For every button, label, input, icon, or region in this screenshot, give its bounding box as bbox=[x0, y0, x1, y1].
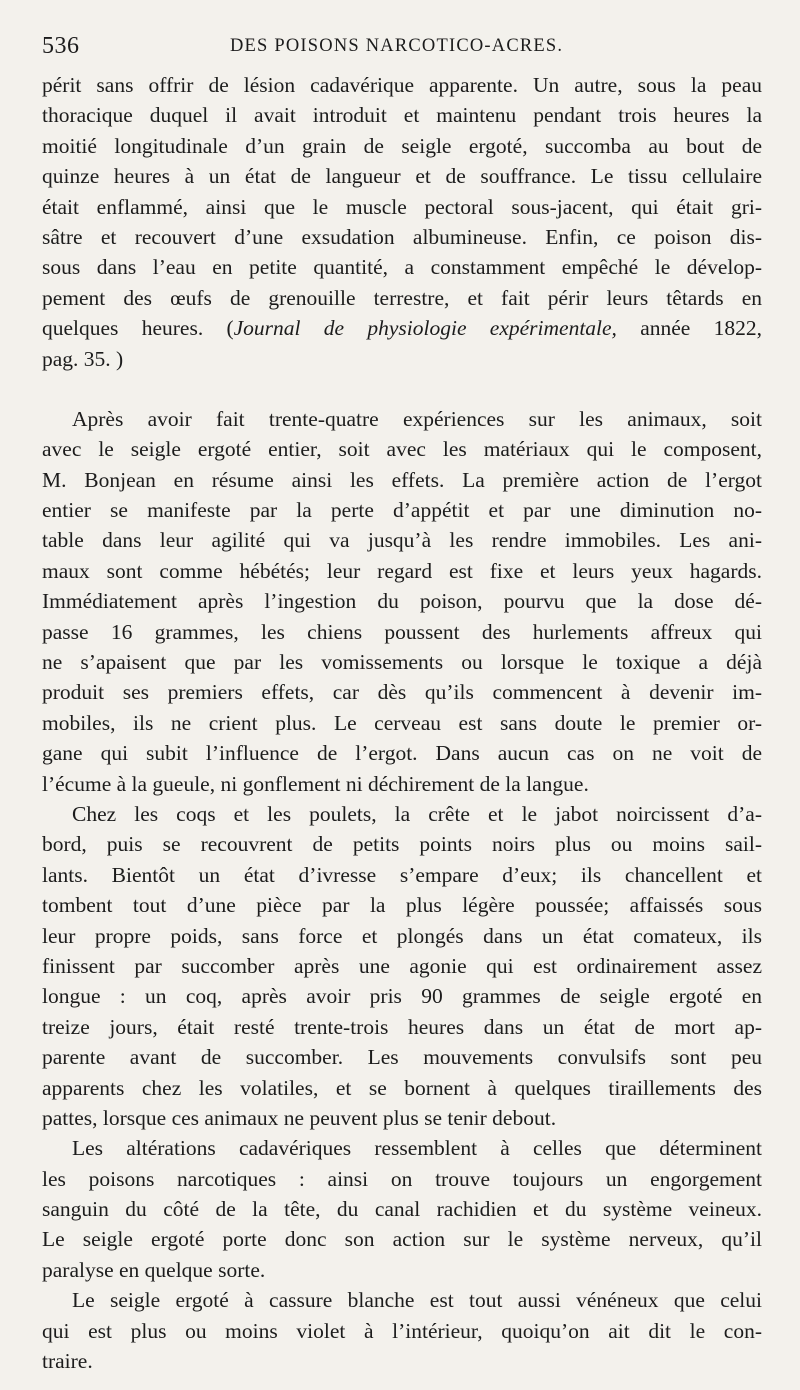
text-line: Immédiatement après l’ingestion du poison, pourvu que la dose dé- bbox=[42, 589, 762, 614]
text-line: pement des œufs de grenouille terrestre, et fait périr leurs têtards en bbox=[42, 285, 762, 310]
page-header bbox=[42, 33, 762, 63]
text-line: longue : un coq, après avoir pris 90 grammes de seigle ergoté en bbox=[42, 984, 762, 1009]
paragraph bbox=[42, 70, 762, 374]
text-line: finissent par succomber après une agonie qui est ordinairement assez bbox=[42, 953, 762, 978]
text-line: mobiles, ils ne crient plus. Le cerveau est sans doute le premier or- bbox=[42, 710, 762, 735]
text-line: moitié longitudinale d’un grain de seigle ergoté, succomba au bout de bbox=[42, 133, 762, 158]
text-line: M. Bonjean en résume ainsi les effets. La première action de l’ergot bbox=[42, 467, 762, 492]
text-line: table dans leur agilité qui va jusqu’à les rendre immobiles. Les ani- bbox=[42, 528, 762, 553]
text-line: quelques heures. (Journal de physiologie expérimentale, année 1822, bbox=[42, 316, 762, 341]
text-line: pattes, lorsque ces animaux ne peuvent plus se tenir debout. bbox=[42, 1105, 557, 1130]
text-line: tombent tout d’une pièce par la plus légère poussée; affaissés sous bbox=[42, 893, 762, 918]
text-line: pag. 35. ) bbox=[42, 346, 124, 371]
body-text bbox=[42, 70, 762, 1376]
text-line: Chez les coqs et les poulets, la crête et le jabot noircissent d’a- bbox=[72, 801, 762, 826]
text-line: paralyse en quelque sorte. bbox=[42, 1257, 266, 1282]
text-line: parente avant de succomber. Les mouvements convulsifs sont peu bbox=[42, 1045, 762, 1070]
text-line: Le seigle ergoté à cassure blanche est tout aussi vénéneux que celui bbox=[72, 1288, 762, 1313]
text-line: périt sans offrir de lésion cadavérique apparente. Un autre, sous la peau bbox=[42, 73, 762, 97]
text-line: produit ses premiers effets, car dès qu’ils commencent à devenir im- bbox=[42, 680, 762, 705]
text-line: Les altérations cadavériques ressemblent à celles que déterminent bbox=[72, 1136, 762, 1161]
paragraph bbox=[42, 404, 762, 799]
text-line: sâtre et recouvert d’une exsudation albumineuse. Enfin, ce poison dis- bbox=[42, 224, 762, 249]
paragraph-gap bbox=[42, 374, 762, 404]
text-line: les poisons narcotiques : ainsi on trouve toujours un engorgement bbox=[42, 1166, 762, 1191]
text-line: gane qui subit l’influence de l’ergot. Dans aucun cas on ne voit de bbox=[42, 741, 762, 766]
running-title: DES POISONS NARCOTICO-ACRES. bbox=[230, 36, 564, 56]
text-line: était enflammé, ainsi que le muscle pectoral sous-jacent, qui était gri- bbox=[42, 194, 762, 219]
text-line: maux sont comme hébétés; leur regard est fixe et leurs yeux hagards. bbox=[42, 558, 762, 583]
text-line: avec le seigle ergoté entier, soit avec les matériaux qui le composent, bbox=[42, 437, 762, 462]
text-line: Après avoir fait trente-quatre expériences sur les animaux, soit bbox=[72, 406, 762, 431]
text-line: passe 16 grammes, les chiens poussent des hurlements affreux qui bbox=[42, 619, 762, 644]
text-line: l’écume à la gueule, ni gonflement ni déchirement de la langue. bbox=[42, 771, 589, 796]
text-line: bord, puis se recouvrent de petits points noirs plus ou moins sail- bbox=[42, 832, 762, 857]
text-line: Le seigle ergoté porte donc son action sur le système nerveux, qu’il bbox=[42, 1227, 762, 1252]
text-line: lants. Bientôt un état d’ivresse s’empare d’eux; ils chancellent et bbox=[42, 862, 762, 887]
text-line: apparents chez les volatiles, et se bornent à quelques tiraillements des bbox=[42, 1075, 762, 1100]
text-line: ne s’apaisent que par les vomissements ou lorsque le toxique a déjà bbox=[42, 650, 762, 675]
text-line: traire. bbox=[42, 1349, 93, 1374]
paragraph bbox=[42, 1285, 762, 1376]
page-number: 536 bbox=[42, 33, 80, 59]
text-line: sous dans l’eau en petite quantité, a constamment empêché le dévelop- bbox=[42, 255, 762, 280]
text-line: leur propre poids, sans force et plongés dans un état comateux, ils bbox=[42, 923, 762, 948]
text-line: treize jours, était resté trente-trois heures dans un état de mort ap- bbox=[42, 1014, 762, 1039]
text-line: sanguin du côté de la tête, du canal rachidien et du système veineux. bbox=[42, 1197, 762, 1222]
text-line: entier se manifeste par la perte d’appétit et par une diminution no- bbox=[42, 498, 762, 523]
text-line: quinze heures à un état de langueur et de souffrance. Le tissu cellulaire bbox=[42, 164, 762, 189]
paragraph bbox=[42, 799, 762, 1133]
paragraph bbox=[42, 1133, 762, 1285]
journal-title: Journal de physiologie expérimentale, bbox=[233, 316, 617, 341]
text-line: qui est plus ou moins violet à l’intérieur, quoiqu’on ait dit le con- bbox=[42, 1318, 762, 1343]
text-line: thoracique duquel il avait introduit et maintenu pendant trois heures la bbox=[42, 103, 762, 128]
